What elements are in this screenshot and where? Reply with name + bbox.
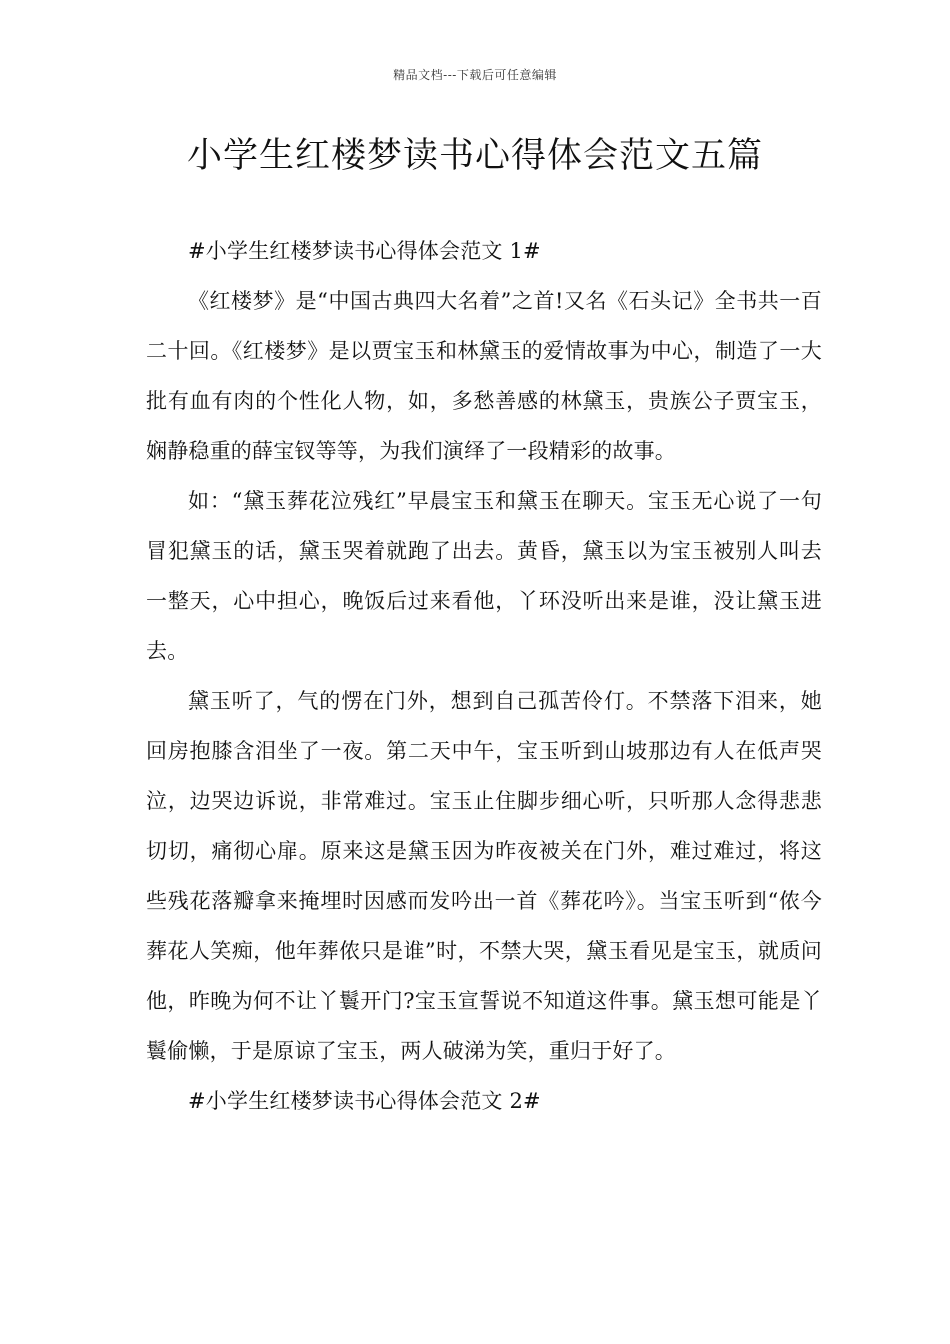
paragraph-2: 如：“黛玉葬花泣残红”早晨宝玉和黛玉在聊天。宝玉无心说了一句冒犯黛玉的话，黛玉哭着就跑了出去。黄昏，黛玉以为宝玉被别人叫去一整天，心中担心，晚饭后过来看他，丫环没听出来是谁，没让黛玉进去。 [146, 489, 822, 663]
header-note: 精品文档---下载后可任意编辑 [393, 68, 557, 82]
section-heading-2: #小学生红楼梦读书心得体会范文 2# [188, 1089, 541, 1113]
section-heading-1: #小学生红楼梦读书心得体会范文 1# [188, 239, 541, 263]
paragraph-1: 《红楼梦》是“中国古典四大名着”之首!又名《石头记》全书共一百二十回。《红楼梦》是以贾宝玉和林黛玉的爱情故事为中心，制造了一大批有血有肉的个性化人物，如，多愁善感的林黛玉，贵族公子贾宝玉，娴静稳重的薛宝钗等等，为我们演绎了一段精彩的故事。 [146, 289, 822, 463]
document-body [146, 226, 822, 1126]
paragraph-3: 黛玉听了，气的愣在门外，想到自己孤苦伶仃。不禁落下泪来，她回房抱膝含泪坐了一夜。第二天中午，宝玉听到山坡那边有人在低声哭泣，边哭边诉说，非常难过。宝玉止住脚步细心听，只听那人念得悲悲切切，痛彻心扉。原来这是黛玉因为昨夜被关在门外，难过难过，将这些残花落瓣拿来掩埋时因感而发吟出一首《葬花吟》。当宝玉听到“侬今葬花人笑痴，他年葬侬只是谁”时，不禁大哭，黛玉看见是宝玉，就质问他，昨晚为何不让丫鬟开门?宝玉宣誓说不知道这件事。黛玉想可能是丫鬟偷懒，于是原谅了宝玉，两人破涕为笑，重归于好了。 [146, 689, 822, 1063]
document-title: 小学生红楼梦读书心得体会范文五篇 [186, 136, 763, 176]
